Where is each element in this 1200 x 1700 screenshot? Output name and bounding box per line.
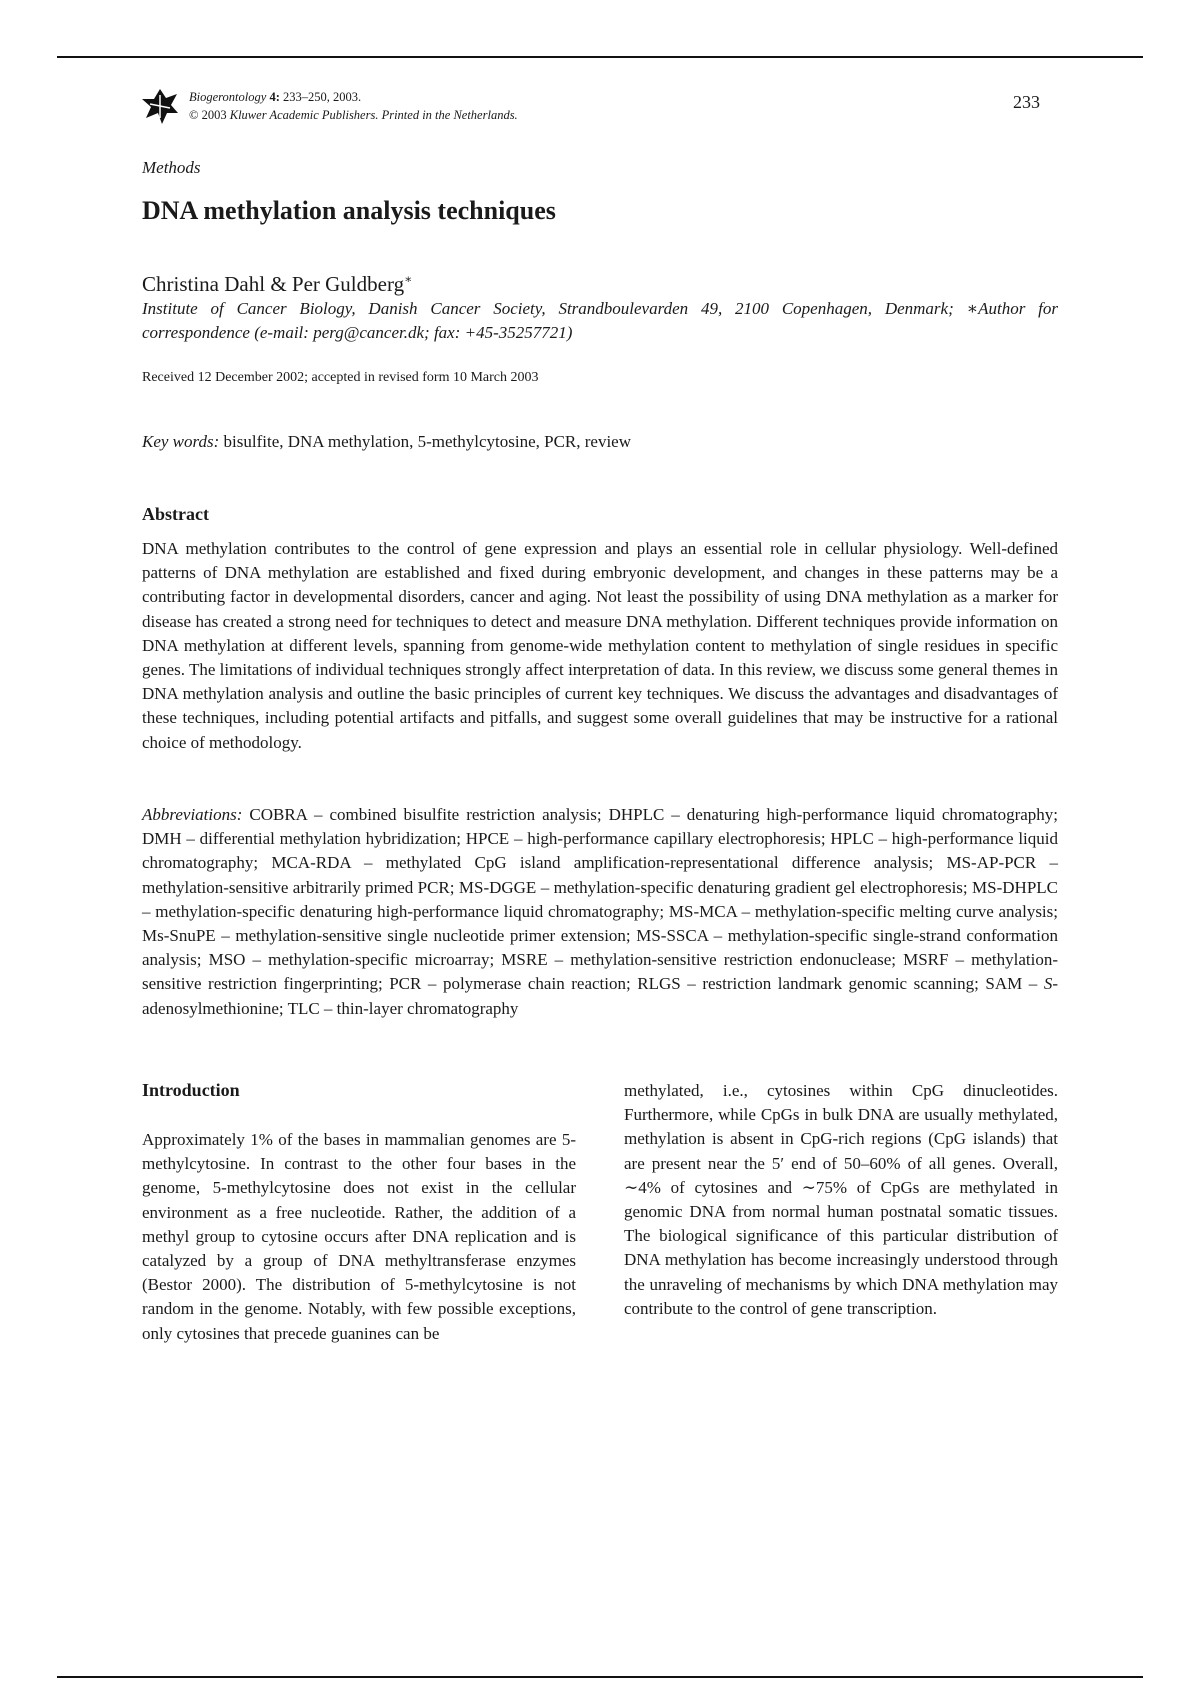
authors <box>142 272 412 297</box>
copyright-prefix: © 2003 <box>189 108 230 122</box>
abbreviations-text-1: COBRA – combined bisulfite restriction analysis; DHPLC – denaturing high-performance liquid chromatography; DMH – differential methylation hybridization; HPCE – high-performance capillary electrophoresis; HPLC – high-performance liquid chromatography; MCA-RDA – methylated CpG island amplification-representational difference analysis; MS-AP-PCR – methylation-sensitive arbitrarily primed PCR; MS-DGGE – methylation-specific denaturing gradient gel electrophoresis; MS-DHPLC – methylation-specific denaturing high-performance liquid chromatography; MS-MCA – methylation-specific melting curve analysis; Ms-SnuPE – methylation-sensitive single nucleotide primer extension; MS-SSCA – methylation-specific single-strand conformation analysis; MSO – methylation-specific microarray; MSRE – methylation-sensitive restriction endonuclease; MSRF – methylation-sensitive restriction fingerprinting; PCR – polymerase chain reaction; RLGS – restriction landmark genomic scanning; SAM – <box>142 805 1058 994</box>
abbreviations <box>142 803 1058 1021</box>
keywords-label: Key words: <box>142 432 220 451</box>
journal-volume: 4: <box>269 90 280 104</box>
introduction-right-column: methylated, i.e., cytosines within CpG dinucleotides. Furthermore, while CpGs in bulk DNA are usually methylated, methylation is absent in CpG-rich regions (CpG islands) that are present near the 5′ end of 50–60% of all genes. Overall, ∼4% of cytosines and ∼75% of CpGs are methylated in genomic DNA from normal human postnatal somatic tissues. The biological significance of this particular distribution of DNA methylation has become increasingly understood through the unraveling of mechanisms by which DNA methylation may contribute to the control of gene transcription. <box>624 1081 1058 1318</box>
journal-name: Biogerontology <box>189 90 267 104</box>
correspondence-mark: ∗ <box>404 272 413 286</box>
abbreviations-label: Abbreviations: <box>142 805 243 824</box>
section-label: Methods <box>142 158 201 177</box>
bottom-rule <box>57 1676 1143 1678</box>
author-names: Christina Dahl & Per Guldberg <box>142 272 405 296</box>
introduction-left-column: Approximately 1% of the bases in mammalian genomes are 5-methylcytosine. In contrast to the other four bases in the genome, 5-methylcytosine does not exist in the cellular environment as a free nucleotide. Rather, the addition of a methyl group to cytosine occurs after DNA replication and is catalyzed by a group of DNA methyltransferase enzymes (Bestor 2000). The distribution of 5-methylcytosine is not random in the genome. Notably, with few possible exceptions, only cytosines that precede guanines can be <box>142 1130 576 1343</box>
abbreviations-italic-s: S <box>1043 974 1053 994</box>
journal-pages-year: 233–250, 2003. <box>279 90 362 104</box>
keywords <box>142 432 631 452</box>
abstract-heading: Abstract <box>142 504 209 524</box>
received-date: Received 12 December 2002; accepted in revised form 10 March 2003 <box>142 370 539 385</box>
journal-citation <box>189 88 518 124</box>
affiliation: Institute of Cancer Biology, Danish Cancer Society, Strandboulevarden 49, 2100 Copenhagen, Denmark; ∗Author for correspondence (e-mail: perg@cancer.dk; fax: +45-35257721) <box>142 299 1058 342</box>
top-rule <box>57 56 1143 58</box>
article-title: DNA methylation analysis techniques <box>142 196 556 225</box>
page-number: 233 <box>1013 92 1040 112</box>
abstract-text: DNA methylation contributes to the control of gene expression and plays an essential role in cellular physiology. Well-defined patterns of DNA methylation are established and fixed during embryonic development, and changes in these patterns may be a contributing factor in developmental disorders, cancer and aging. Not least the possibility of using DNA methylation as a marker for disease has created a strong need for techniques to detect and measure DNA methylation. Different techniques provide information on DNA methylation at different levels, spanning from genome-wide methylation content to methylation of single residues in specific genes. The limitations of individual techniques strongly affect interpretation of data. In this review, we discuss some general themes in DNA methylation analysis and outline the basic principles of current key techniques. We discuss the advantages and disadvantages of these techniques, including potential artifacts and pitfalls, and suggest some overall guidelines that may be instructive for a rational choice of methodology. <box>142 539 1058 752</box>
abbreviations-text-2: -adenosylmethionine; TLC – thin-layer chromatography <box>142 974 1058 1018</box>
kluwer-logo-icon <box>140 86 180 126</box>
publisher-line: Kluwer Academic Publishers. Printed in the Netherlands. <box>229 108 518 122</box>
keywords-list: bisulfite, DNA methylation, 5-methylcytosine, PCR, review <box>219 432 632 451</box>
introduction-heading: Introduction <box>142 1080 240 1100</box>
